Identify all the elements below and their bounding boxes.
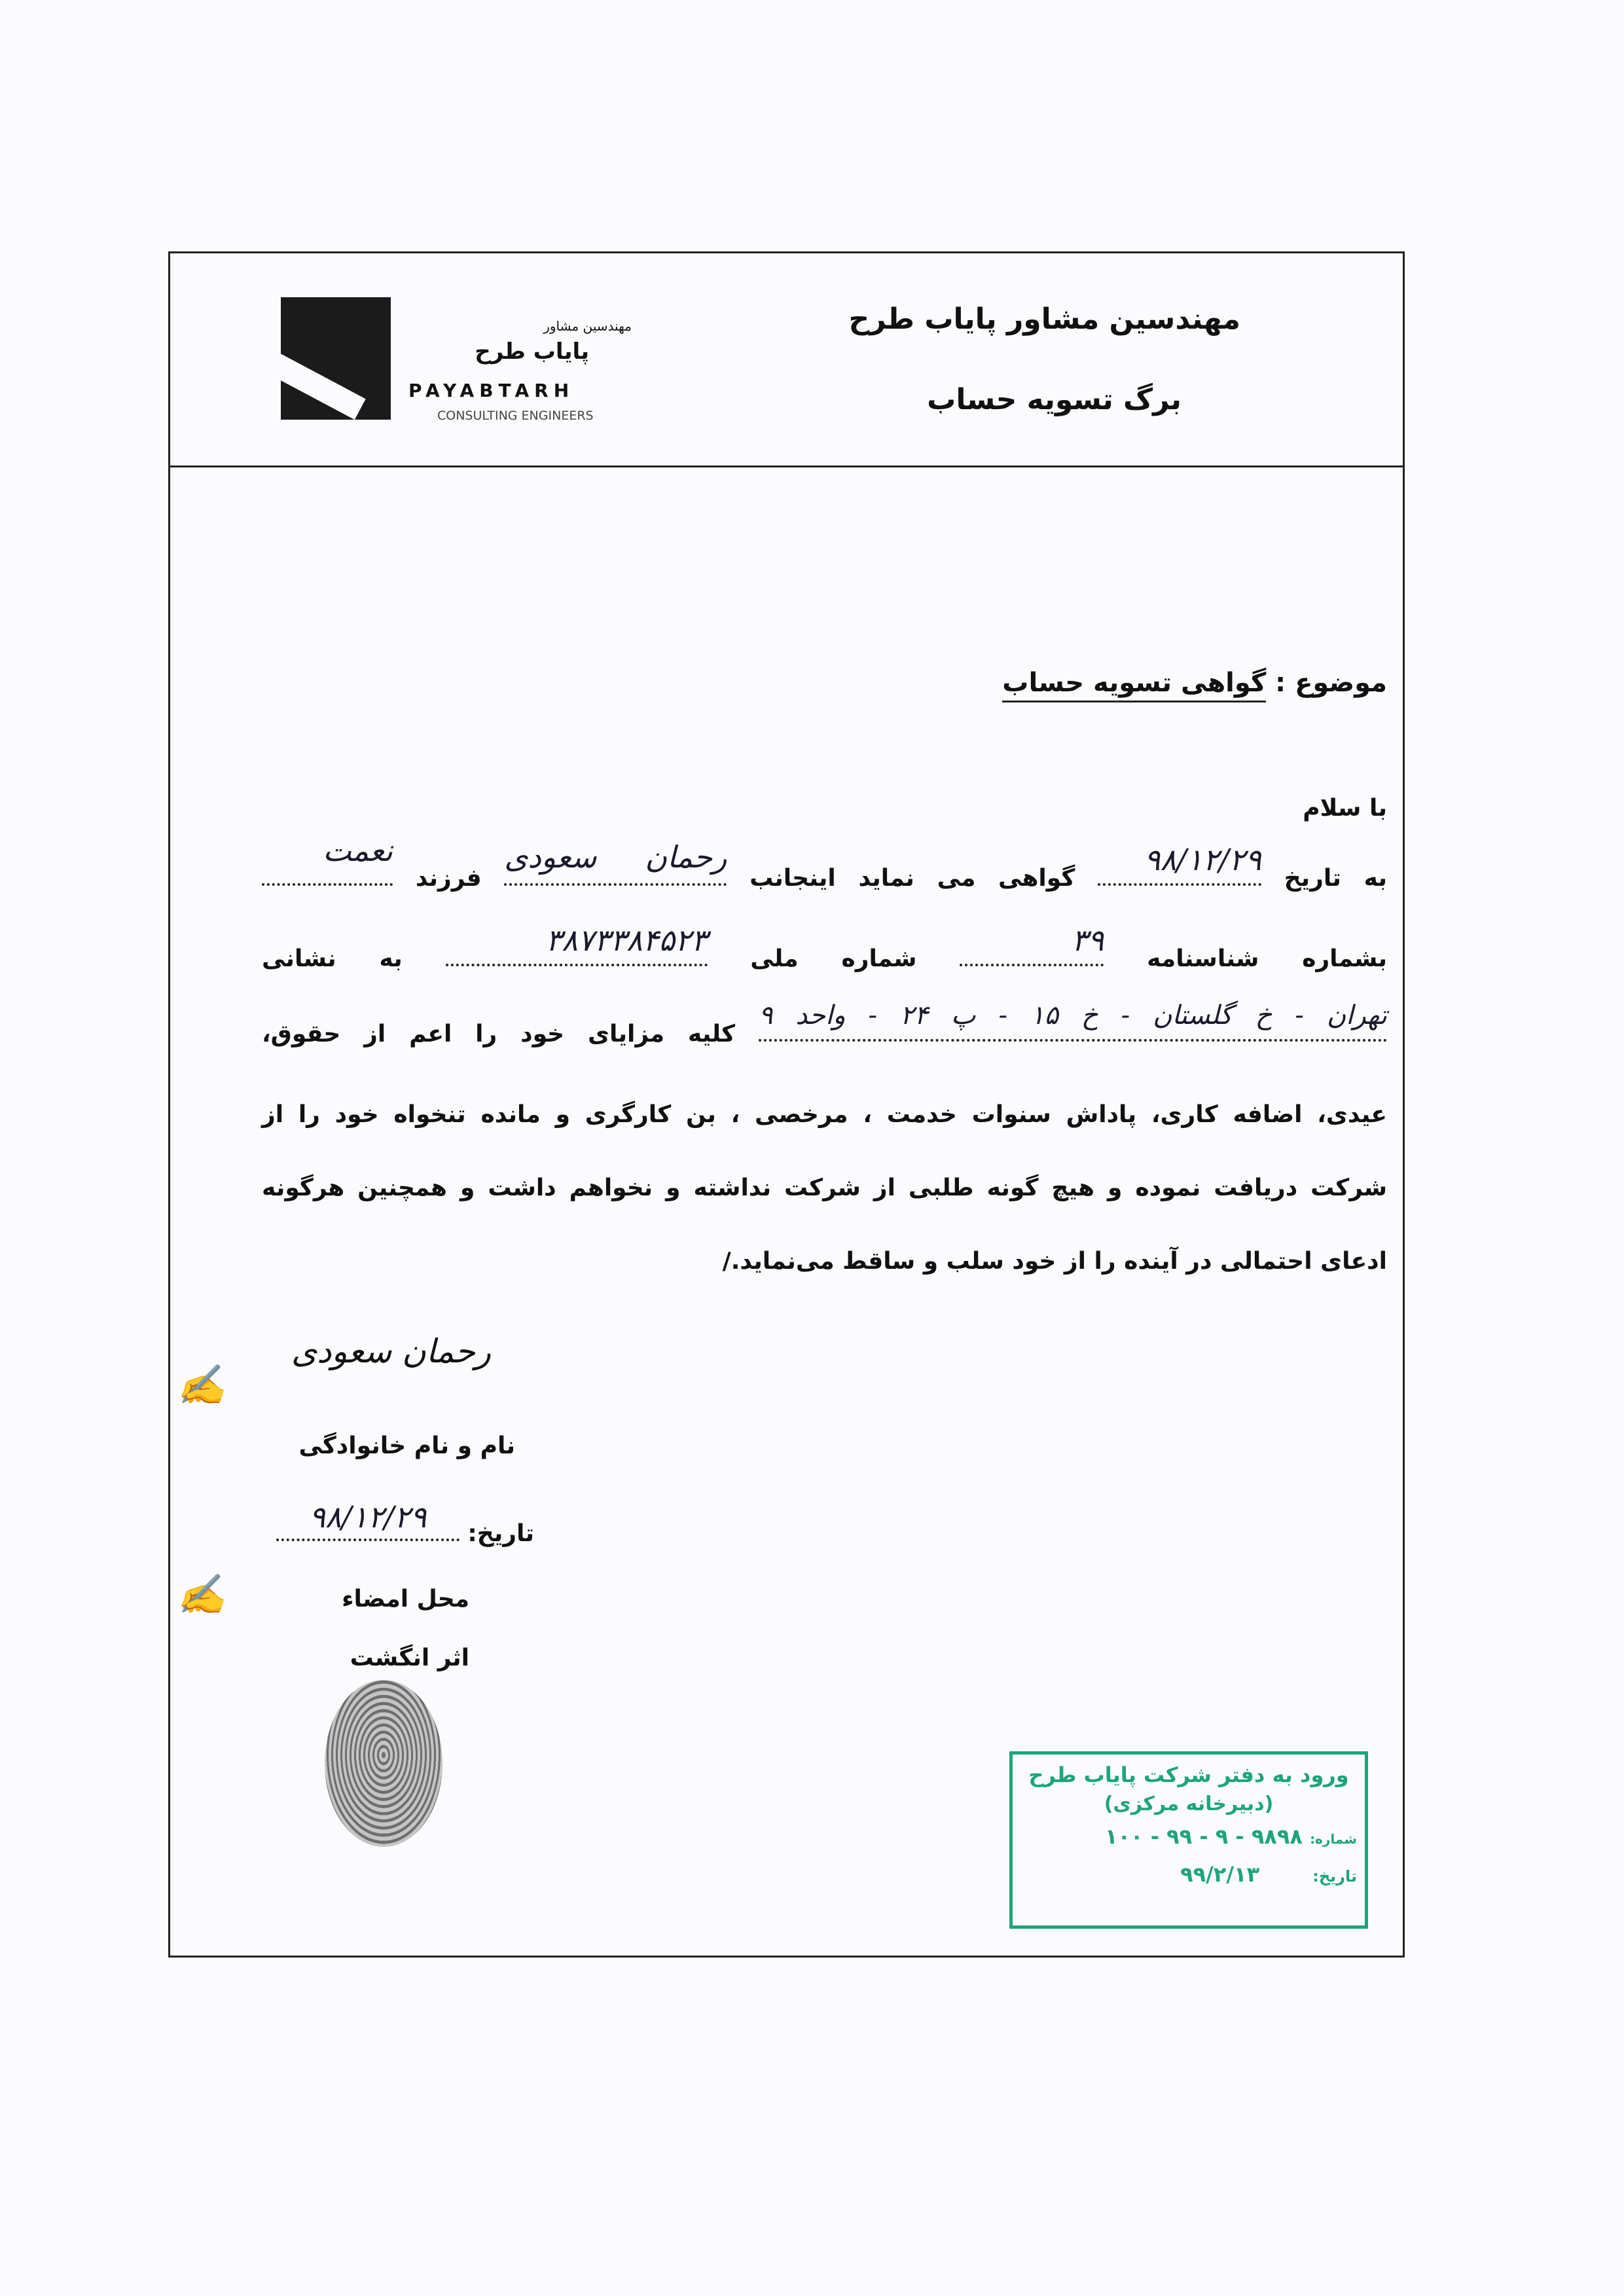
logo-text-en: PAYABTARH: [408, 380, 575, 401]
stamp-date-value: ۹۹/۲/۱۳: [1180, 1862, 1260, 1887]
body-line-4: عیدی، اضافه کاری، پاداش سنوات خدمت ، مرخصی ، بن کارگری و مانده تنخواه خود را از: [262, 1101, 1387, 1128]
form-title: برگ تسویه حساب: [927, 383, 1182, 416]
body-line-6: ادعای احتمالی در آینده را از خود سلب و ساقط می‌نماید./: [722, 1248, 1387, 1275]
father-field: [262, 833, 393, 886]
subject-value: گواهی تسویه حساب: [1002, 668, 1266, 702]
text: به نشانی: [262, 945, 403, 972]
sign-date-field: [276, 1499, 460, 1541]
handwritten-name: رحمان سعودی: [291, 1332, 492, 1370]
stamp-date: [1020, 1861, 1357, 1890]
sign-date: [276, 1499, 534, 1547]
date-field: [1098, 842, 1261, 886]
address-value: تهران - خ گلستان - خ ۱۵ - پ ۲۴ - واحد ۹: [759, 1000, 1387, 1030]
greeting: با سلام: [1303, 795, 1387, 822]
received-stamp: [1009, 1751, 1368, 1929]
national-id-value: ۳۸۷۳۳۸۴۵۲۳: [545, 922, 708, 958]
id-field: [960, 922, 1104, 966]
fingerprint-image: [325, 1680, 442, 1847]
sign-date-label: تاریخ:: [467, 1520, 534, 1547]
text: بشماره شناسنامه: [1147, 945, 1387, 972]
subject: [1002, 668, 1387, 698]
company-logo: [281, 297, 391, 420]
text: به تاریخ: [1284, 865, 1387, 892]
sign-place-label: محل امضاء: [342, 1586, 469, 1613]
fingerprint-label: اثر انگشت: [350, 1645, 469, 1671]
text: فرزند: [415, 865, 482, 892]
stamp-date-label: تاریخ:: [1312, 1867, 1357, 1886]
stamp-number-label: شماره:: [1310, 1831, 1357, 1847]
signature-mark-2: ✍: [177, 1572, 226, 1618]
address-field: [759, 1000, 1387, 1042]
company-title: مهندسین مشاور پایاب طرح: [848, 302, 1240, 336]
sign-date-value: ۹۸/۱۲/۲۹: [309, 1499, 427, 1535]
body-line-1: [262, 833, 1387, 898]
header-divider: [168, 465, 1405, 467]
text: شماره ملی: [750, 945, 917, 972]
body-line-5: شرکت دریافت نموده و هیچ گونه طلبی از شرکت نداشته و نخواهم داشت و همچنین هرگونه: [262, 1175, 1387, 1201]
logo-text-sub: CONSULTING ENGINEERS: [437, 409, 594, 423]
stamp-line-1: ورود به دفتر شرکت پایاب طرح: [1028, 1762, 1349, 1787]
national-id-field: [446, 922, 708, 966]
id-value: ۳۹: [1071, 922, 1104, 958]
logo-text-fa: پایاب طرح: [475, 338, 589, 365]
logo-text-small: مهندسین مشاور: [543, 318, 632, 334]
stamp-number: [1020, 1823, 1357, 1853]
name-label: نام و نام خانوادگی: [298, 1432, 515, 1459]
body-line-2: [262, 922, 1387, 979]
body-line-3: [262, 1000, 1387, 1054]
subject-label: موضوع :: [1275, 668, 1387, 698]
signature-mark: ✍: [177, 1362, 226, 1408]
stamp-line-2: (دبیرخانه مرکزی): [1104, 1793, 1274, 1815]
date-value: ۹۸/۱۲/۲۹: [1144, 842, 1261, 877]
text: گواهی می نماید اینجانب: [749, 865, 1075, 892]
name-field: [504, 839, 727, 886]
name-value: رحمان سعودی: [504, 839, 727, 875]
stamp-number-value: ۹۸۹۸ - ۹ - ۹۹ - ۱۰۰: [1104, 1824, 1303, 1849]
text: کلیه مزایای خود را اعم از حقوق،: [262, 1021, 736, 1048]
father-value: نعمت: [323, 833, 393, 868]
